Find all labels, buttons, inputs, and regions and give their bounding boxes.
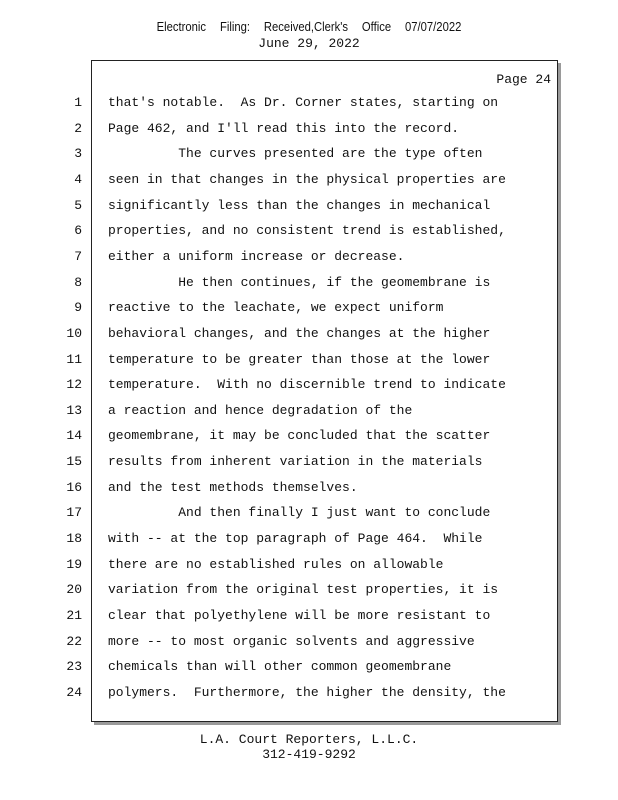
footer-company: L.A. Court Reporters, L.L.C. — [199, 732, 419, 747]
line-text: a reaction and hence degradation of the — [108, 402, 413, 418]
line-number: 23 — [66, 659, 82, 675]
footer-phone: 312-419-9292 — [262, 747, 356, 762]
line-text: And then finally I just want to conclude — [108, 505, 491, 521]
line-text: geomembrane, it may be concluded that the scatter — [108, 428, 491, 444]
line-number: 20 — [66, 582, 82, 598]
line-number: 19 — [66, 556, 82, 572]
filing-word-1: Electronic — [156, 20, 207, 34]
line-number: 7 — [74, 248, 82, 264]
line-text: temperature. With no discernible trend to indicate — [108, 377, 506, 393]
filing-word-4: Office — [361, 20, 392, 34]
line-number: 1 — [74, 95, 82, 110]
line-number: 2 — [74, 120, 82, 136]
line-number: 11 — [66, 351, 82, 367]
line-number: 6 — [74, 223, 82, 239]
filing-word-2: Filing: — [219, 20, 250, 34]
line-text: He then continues, if the geomembrane is — [108, 274, 491, 290]
filing-word-3: Received,Clerk's — [263, 20, 348, 34]
line-number: 5 — [74, 197, 82, 213]
line-text: more -- to most organic solvents and aggressive — [108, 633, 475, 649]
line-number: 3 — [74, 146, 82, 162]
line-text: results from inherent variation in the materials — [108, 454, 483, 470]
line-number: 8 — [74, 274, 82, 290]
line-text: reactive to the leachate, we expect uniform — [108, 300, 444, 316]
line-number: 12 — [66, 377, 82, 393]
line-text: and the test methods themselves. — [108, 479, 358, 495]
line-text: The curves presented are the type often — [108, 146, 483, 162]
line-number: 22 — [66, 633, 82, 649]
line-number: 10 — [66, 325, 82, 341]
line-number: 9 — [74, 300, 82, 316]
line-text: with -- at the top paragraph of Page 464. While — [108, 531, 483, 547]
line-text: polymers. Furthermore, the higher the density, the — [108, 684, 506, 700]
line-number: 14 — [66, 428, 82, 444]
line-text: variation from the original test properties, it is — [108, 582, 499, 598]
line-number: 13 — [66, 402, 82, 418]
line-text: behavioral changes, and the changes at the higher — [108, 325, 491, 341]
line-text: temperature to be greater than those at the lower — [108, 351, 491, 367]
line-number: 4 — [74, 171, 82, 187]
line-number: 24 — [66, 684, 82, 700]
line-number: 17 — [66, 505, 82, 521]
line-text: there are no established rules on allowable — [108, 556, 444, 572]
line-number: 21 — [66, 608, 82, 623]
line-number: 15 — [66, 454, 82, 470]
filing-date: 07/07/2022 — [405, 20, 462, 34]
footer — [0, 732, 618, 762]
line-text: significantly less than the changes in mechanical — [108, 197, 491, 213]
line-number: 18 — [66, 531, 82, 547]
line-text: Page 462, and I'll read this into the record. — [108, 120, 460, 136]
line-text: seen in that changes in the physical properties are — [108, 171, 506, 187]
line-text: clear that polyethylene will be more resistant to — [108, 608, 491, 623]
filing-stamp — [31, 20, 587, 34]
page-number: Page 24 — [496, 72, 551, 87]
line-text: that's notable. As Dr. Corner states, starting on — [108, 95, 499, 110]
line-text: chemicals than will other common geomembrane — [108, 659, 452, 675]
line-text: either a uniform increase or decrease. — [108, 248, 405, 264]
hearing-date: June 29, 2022 — [258, 36, 360, 51]
line-number: 16 — [66, 479, 82, 495]
line-text: properties, and no consistent trend is established, — [108, 223, 506, 239]
